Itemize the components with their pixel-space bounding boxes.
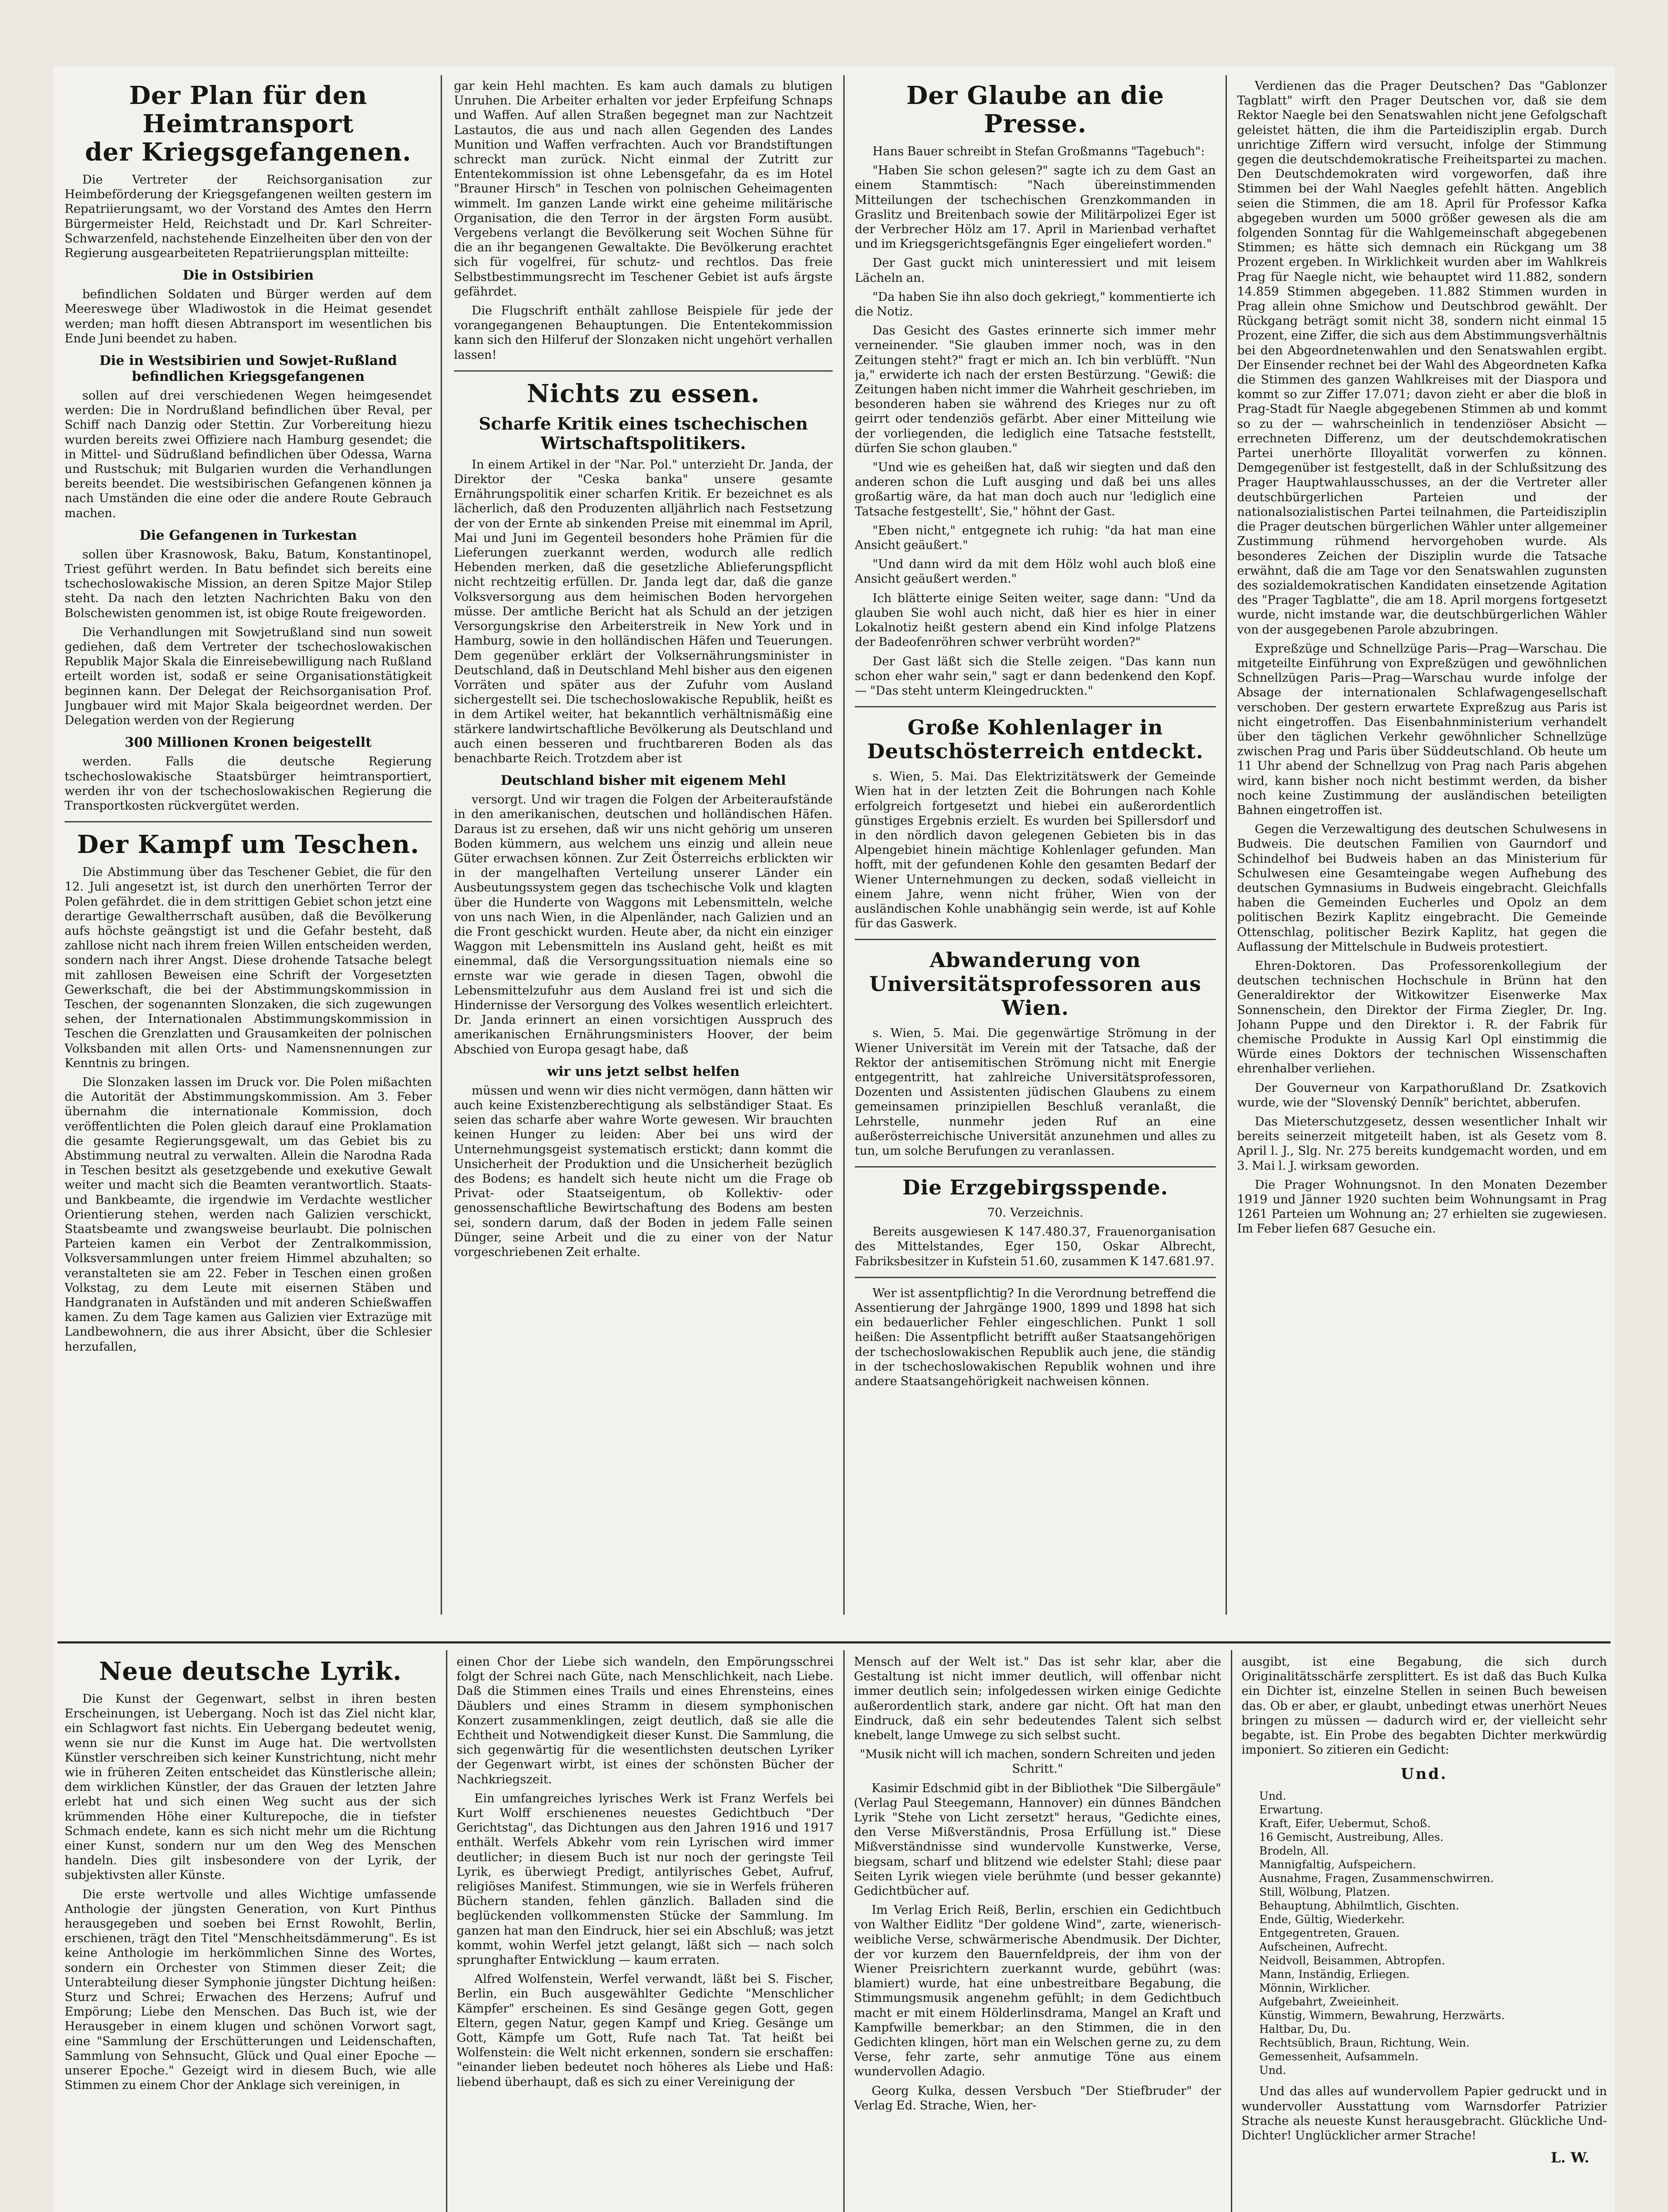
paragraph: Gegen die Verzewaltigung des deutschen Schulwesens in Budweis. Die deutschen Familien von Gaurndorf und Schindelhof bei Budweis haben an das Ministerium für Schulwesen eine Gesamteingabe wegen Aufhebung des deutschen Gymnasiums in Budweis eingebracht. Gleichfalls haben die Gemeinden Eucherles und Opolz an dem politischen Bezirk Kaplitz eingebracht. Die Gemeinde Ottenschlag, politischer Bezirk Kaplitz, hat gegen die Auflassung der Mittelschule in Budweis protestiert. (1237, 822, 1607, 954)
paragraph: Die Abstimmung über das Teschener Gebiet, die für den 12. Juli angesetzt ist, ist durch den unerhörten Terror der Polen gefährdet. die in dem strittigen Gebiet schon jetzt eine derartige Gewaltherrschaft ausüben, daß die Bevölkerung aufs höchste geängstigt ist und die Gefahr besteht, daß zahllose nicht nach ihrem freien Willen entscheiden werden, sondern nach ihrer Angst. Diese drohende Tatsache belegt mit zahllosen Beweisen eine Schrift der Vorgesetzten Gewerkschaft, die bei der Abstimmungskommission in Teschen, der sogenannten Slonzaken, die sich zugewungen sehen, der Internationalen Abstimmungskommission in Teschen die Grenzlatten und Grausamkeiten der polnischen Volksbanden mit allen Orts- und Namensnennungen zur Kenntnis zu bringen. (65, 865, 432, 1070)
quote: "Musik nicht will ich machen, sondern Schreiten und jeden Schritt." (860, 1747, 1215, 1776)
subheading: Die in Ostsibirien (182, 268, 314, 284)
paragraph: Im Verlag Erich Reiß, Berlin, erschien ein Gedichtbuch von Walther Eidlitz "Der goldene Wind", zarte, wienerisch-weibliche Verse, schwärmerische Abendmusik. Der Dichter, der vor kurzem den Bauernfeldpreis, der ihm von der Wiener Preisrichtern zuerkannt wurde, gebührt (was: blamiert) wurde, hat eine unbestreitbare Begabung, die Stimmungsmusik angenehm gefühlt; in dem Gedichtbuch macht er mit einem Hölderlinsdrama, Mangel an Kraft und Kampfwille bemerkbar; an den Stimmen, die in den Gedichten klingen, hört man ein Welschen gerne zu, zu dem Verse, fehr zarte, sehr anmutige Töne aus einem wundervollen Adagio. (854, 1903, 1221, 2079)
headline: Große Kohlenlager in Deutschösterreich entdeckt. (867, 715, 1204, 764)
poem-line: Entgegentreten, Grauen. (1259, 1927, 1400, 1940)
feuilleton-column-2 (457, 1655, 834, 2212)
paragraph: s. Wien, 5. Mai. Die gegenwärtige Strömung in der Wiener Universität im Verein mit der Tatsache, daß der Rektor der antisemitischen Strömung nicht mit Energie entgegentritt, hat zahlreiche Universitätsprofessoren, Dozenten und Assistenten jüdischen Glaubens zu einem gemeinsamen prinzipiellen Beschluß veranlaßt, die Lehrstelle, nunmehr jeden Ruf an eine außerösterreichische Universität anzunehmen und alles zu tun, um solche Berufungen zu veranlassen. (855, 1026, 1216, 1158)
subheadline: Scharfe Kritik eines tschechischen Wirtschaftspolitikers. (479, 413, 808, 453)
headline: Die Erzgebirgsspende. (902, 1175, 1168, 1200)
headline-line: der Kriegsgefangenen. (85, 138, 411, 167)
paragraph: Kasimir Edschmid gibt in der Bibliothek "Die Silbergäule" (Verlag Paul Steegemann, Hannover) ein dünnes Bändchen Lyrik "Stehe von Licht zersetzt" heraus, "Gedichte eines, den Verse Mißverständnis, Prosa Erfüllung ist." Diese Mißverständnisse sind wundervolle Kunstwerke, Verse, biegsam, scharf und blitzend wie edelster Stahl; diese paar Seiten Lyrik wiegen viele berühmte (und besser gekannte) Gedichtbücher auf. (854, 1781, 1221, 1898)
column-1 (65, 79, 432, 1636)
poem-line: Kraft, Eifer, Uebermut, Schoß. (1259, 1817, 1431, 1830)
paragraph: einen Chor der Liebe sich wandeln, den Empörungsschrei folgt der Schrei nach Güte, nach Menschlichkeit, nach Liebe. Daß die Stimmen eines Trails und eines Ehrensteins, eines Däublers und eines Stramm in diesem symphonischen Konzert zusammenklingen, zeigt deutlich, daß sie alle die Echtheit und Notwendigkeit dieser Kunst. Die Sammlung, die sich gegenwärtig für die wesentlichsten deutschen Lyriker der Gegenwart wirbt, ist eines der schönsten Bücher der Nachkriegszeit. (457, 1655, 834, 1786)
poem-line: Und. (1259, 1790, 1287, 1803)
column-rule (843, 75, 845, 1615)
paragraph: Der Gast guckt mich uninteressiert und mit leisem Lächeln an. (855, 256, 1216, 285)
column-rule (1226, 75, 1227, 1615)
poem-line: Mönnin, Wirklicher. (1259, 1982, 1371, 1995)
headline (65, 81, 432, 166)
article-divider (855, 706, 1216, 707)
author-signature: L. W. (1551, 2149, 1589, 2166)
headline: Der Kampf um Teschen. (77, 830, 419, 860)
paragraph: Ich blätterte einige Seiten weiter, sage dann: "Und da glauben Sie wohl auch nicht, daß hier es hier in einer Lokalnotiz heißt gestern abend ein Kind infolge Platzens der Badeofenröhren schwer verbrüht worden?" (855, 591, 1216, 649)
poem-line: Haltbar, Du, Du. (1259, 2023, 1351, 2036)
subheading: Die in Westsibirien und Sowjet-Rußland befindlichen Kriegsgefangenen (99, 353, 397, 385)
column-2 (454, 79, 833, 1636)
paragraph: "Da haben Sie ihn also doch gekriegt," kommentierte ich die Notiz. (855, 290, 1216, 319)
paragraph: befindlichen Soldaten und Bürger werden auf dem Meereswege über Wladiwostok in die Heimat gesendet werden; man hofft diesen Abtransport im wesentlichen bis Ende Juni beendet zu haben. (65, 288, 432, 346)
poem-line: Erwartung. (1259, 1803, 1323, 1816)
poem-line: Gemessenheit, Aufsammeln. (1259, 2050, 1419, 2063)
paragraph: "Und dann wird da mit dem Hölz wohl auch bloß eine Ansicht geäußert werden." (855, 557, 1216, 586)
subheading: Deutschland bisher mit eigenem Mehl (500, 773, 786, 789)
paragraph: sollen auf drei verschiedenen Wegen heimgesendet werden: Die in Nordrußland befindlichen über Reval, per Schiff nach Danzig oder Stettin. Zur Vorbereitung hiezu wurden bereits zwei Offiziere nach Hamburg gesendet; die in Mittel- und Südrußland befindlichen über Odessa, Warna und Rustschuk; mit Bulgarien wurden die Verhandlungen bereits beendet. Die westsibirischen Gefangenen können ja nach Umständen die eine oder die andere Route Gebrauch machen. (65, 389, 432, 520)
column-3 (855, 79, 1216, 1636)
article-divider (65, 821, 432, 822)
poem-line: Ausnahme, Fragen, Zusammenschwirren. (1259, 1872, 1494, 1885)
paragraph: Georg Kulka, dessen Versbuch "Der Stiefbruder" der Verlag Ed. Strache, Wien, her- (854, 2084, 1221, 2112)
paragraph: Die Verhandlungen mit Sowjetrußland sind nun soweit gediehen, daß dem Vertreter der tschechoslowakischen Republik Major Skala die Einreisebewilligung nach Rußland erteilt worden ist, sodaß er seine Organisationstätigkeit beginnen kann. Der Delegat der Reichsorganisation Prof. Jungbauer wird mit Major Skala beigeordnet werden. Der Delegation werden von der Regierung (65, 625, 432, 728)
paragraph: Ehren-Doktoren. Das Professorenkollegium der deutschen technischen Hochschule in Brünn hat den Generaldirektor der Witkowitzer Eisenwerke Max Sonnenschein, den Direktor der Firma Ziegler, Dr. Ing. Johann Puppe und den Direktor i. R. der Fabrik für chemische Produkte in Aussig Karl Opl einstimmig die Würde eines Doktors der technischen Wissenschaften ehrenhalber verliehen. (1237, 959, 1607, 1076)
poem-line: Brodeln, All. (1259, 1844, 1330, 1858)
paragraph: werden. Falls die deutsche Regierung tschechoslowakische Staatsbürger heimtransportiert, werden ihr von der tschechoslowakischen Regierung die Transportkosten rückvergütet werden. (65, 755, 432, 813)
poem-title: Und. (1401, 1765, 1448, 1783)
paragraph: sollen über Krasnowosk, Baku, Batum, Konstantinopel, Triest geführt werden. In Batu befindet sich bereits eine tschechoslowakische Mission, an deren Spitze Major Stilep steht. Da nach den letzten Nachrichten Baku von den Bolschewisten genommen ist, ist obige Route freigeworden. (65, 547, 432, 620)
poem-line: Aufscheinen, Aufrecht. (1259, 1940, 1388, 1954)
column-rule (843, 1650, 845, 2212)
headline: Nichts zu essen. (527, 379, 760, 408)
poem-line: 16 Gemischt, Austreibung, Alles. (1259, 1831, 1444, 1844)
poem-line: Still, Wölbung, Platzen. (1259, 1886, 1390, 1899)
feuilleton-column-3 (854, 1655, 1221, 2212)
paragraph: Hans Bauer schreibt in Stefan Großmanns "Tagebuch": (872, 145, 1205, 158)
subheading: wir uns jetzt selbst helfen (547, 1064, 740, 1079)
poem-line: Rechtsüblich, Braun, Richtung, Wein. (1259, 2036, 1470, 2050)
poem-line: Neidvoll, Beisammen, Abtropfen. (1259, 1954, 1445, 1967)
feuilleton-column-4 (1241, 1655, 1607, 2212)
paragraph: In einem Artikel in der "Nar. Pol." unterzieht Dr. Janda, der Direktor der "Ceska banka" unsere gesamte Ernährungspolitik einer scharfen Kritik. Er bezeichnet es als lächerlich, daß den Produzenten alljährlich nach Festsetzung der von der Ernte ab sinkenden Preise mit einemmal im April, Mai und Juni im Gegenteil besonders hohe Prämien für die Lieferungen zuerkannt werden, wodurch alle redlich Hebenden merken, daß die gesetzliche Ablieferungspflicht nicht rechtzeitig erfüllen. Dr. Janda legt dar, daß die ganze Volksversorgung aus dem heimischen Boden hervorgehen müsse. Der amtliche Bericht hat als Schuld an der jetzigen Versorgungskrise den Arbeiterstreik in New York und in Hamburg, sowie in den holländischen Häfen und Teuerungen. Dem gegenüber erklärt der Volksernährungsminister in Deutschland, daß in Deutschland Mehl bisher aus den eigenen Vorräten und später aus der Zufuhr vom Ausland sichergestellt sei. Die tschechoslowakische Republik, heißt es in dem Artikel weiter, hat bekanntlich verhältnismäßig eine stärkere landwirtschaftliche Bevölkerung als Deutschland und auch einen besseren und fruchtbareren Boden als das benachbarte Reich. Trotzdem aber ist (454, 457, 833, 765)
poem-line: Mannigfaltig, Aufspeichern. (1259, 1858, 1416, 1871)
paragraph: Expreßzüge und Schnellzüge Paris—Prag—Warschau. Die mitgeteilte Einführung von Expreßzügen und gewöhnlichen Schnellzügen Paris—Prag—Warschau wurde infolge der Absage der internationalen Schlafwagengesellschaft verschoben. Der gestern erwartete Expreßzug aus Paris ist nicht eingetroffen. Das Eisenbahnministerium verhandelt über den täglichen Verkehr gewöhnlicher Schnellzüge zwischen Prag und Paris über Süddeutschland. Ob heute um 11 Uhr abend der Schnellzug von Prag nach Paris abgehen wird, kann bisher noch nicht bestimmt werden, da bisher noch keine Zustimmung der ausländischen beteiligten Bahnen eingetroffen ist. (1237, 641, 1607, 817)
paragraph: "Haben Sie schon gelesen?" sagte ich zu dem Gast an einem Stammtisch: "Nach übereinstimmenden Mitteilungen der tschechischen Grenzkommanden in Graslitz und Breitenbach sowie der Militärpolizei Eger ist der Verbrecher Hölz am 17. April in Marienbad verhaftet und im Kriegsgerichtsgefängnis Eger eingeliefert worden." (855, 164, 1216, 251)
paragraph: Verdienen das die Prager Deutschen? Das "Gablonzer Tagblatt" wirft den Prager Deutschen vor, daß sie dem Rektor Naegle bei den Senatswahlen nicht jene Gefolgschaft geleistet hätten, die ihm die Parteidisziplin ergab. Durch unrichtige Ziffern wird versucht, infolge der Stimmung gegen die deutschdemokratische Freiheitspartei zu machen. Den Deutschdemokraten wird vorgeworfen, daß ihre Stimmen bei der Wahl Naegles gefehlt hätten. Angeblich seien die Stimmen, die am 18. April für Professor Kafka abgegeben wurden um 5000 größer gewesen als die am folgenden Sonntag für die Wahlgemeinschaft abgegebenen Stimmen; es hätte sich demnach ein Rückgang um 38 Prozent ergeben. In Wirklichkeit wurden aber im Wahlkreis Prag für Naegle nicht, wie behauptet wird 11.882, sondern 14.859 Stimmen abgegeben. 11.882 Stimmen wurden in Prag allein ohne Smichow und Deutschbrod gewählt. Der Rückgang beträgt somit nicht 38, sondern nicht einmal 15 Prozent, eine Ziffer, die sich aus dem Abstimmungsverhältnis bei den Abgeordnetenwahlen und den Senatswahlen ergibt. Der Einsender rechnet bei der Wahl des Abgeordneten Kafka die Stimmen des ganzen Wahlkreises mit der Diaspora und kommt so zur Ziffer 17.071; davon zieht er aber die bloß in Prag-Stadt für Naegle abgegebenen Stimmen ab und kommt so zu der — wahrscheinlich in tendenziöser Absicht — errechneten Differenz, um der deutschdemokratischen Partei unerhörte Illoyalität vorwerfen zu können. Demgegenüber ist festgestellt, daß in der Schlußsitzung des Prager Hauptwahlausschusses, an der die Vertreter aller deutschbürgerlichen Parteien und der nationalsozialistischen Partei teilnahmen, die Parteidisziplin die Prager deutschen bürgerlichen Wähler unter allgemeiner Zustimmung rühmend hervorgehoben wurde. Als besonderes Zeichen der Disziplin wurde die Tatsache erwähnt, daß die am Tage vor den Senatswahlen zugunsten des sozialdemokratischen Kandidaten einsetzende Agitation des "Prager Tagblatte", die am 18. April morgens fortgesetzt wurde, nicht imstande war, die deutschbürgerlichen Wähler von der ausgegebenen Parole abzubringen. (1237, 79, 1607, 637)
paragraph: Alfred Wolfenstein, Werfel verwandt, läßt bei S. Fischer, Berlin, ein Buch ausgewählter Gedichte "Menschlicher Kämpfer" erscheinen. Es sind Gesänge gegen Gott, gegen Eltern, gegen Natur, gegen Kampf und Krieg. Gesänge um Gott, Kämpfe um Gott, Rufe nach Tat. Tat heißt bei Wolfenstein: die Welt nicht erkennen, sondern sie erschaffen: "einander lieben bedeutet noch höheres als Liebe und Haß: liebend überhaupt, daß es sich zu einer Vereinigung der (457, 1972, 834, 2089)
column-rule (446, 1650, 447, 2212)
paragraph: Wer ist assentpflichtig? In die Verordnung betreffend die Assentierung der Jahrgänge 1900, 1899 und 1898 hat sich ein bedauerlicher Fehler eingeschlichen. Punkt 1 soll heißen: Die Assentpflicht betrifft außer Staatsangehörigen der tschechoslowakischen Republik auch jene, die ständig in der tschechoslowakischen Republik wohnen und ihre andere Staatsangehörigkeit nachweisen können. (855, 1286, 1216, 1388)
paragraph: Mensch auf der Welt ist." Das ist sehr klar, aber die Gestaltung ist nicht immer deutlich, will offenbar nicht immer deutlich sein; infolgedessen wirken einige Gedichte außerordentlich stark, andere gar nicht. Oft hat man den Eindruck, daß ein sehr bedeutendes Talent sich selbst knebelt, lange Umwege zu sich selbst sucht. (854, 1655, 1221, 1743)
paragraph: Ein umfangreiches lyrisches Werk ist Franz Werfels bei Kurt Wolff erschienenes neuestes Gedichtbuch "Der Gerichtstag", das Dichtungen aus den Jahren 1916 und 1917 enthält. Werfels Abkehr vom rein Lyrischen wird immer deutlicher; in diesem Buch ist nur noch der geringste Teil Lyrik, es überwiegt Predigt, antilyrisches Gebet, Aufruf, religiöses Manifest. Stimmungen, wie sie in Werfels früheren Büchern standen, fehlen gänzlich. Balladen sind die beglückenden vollkommensten Stücke der Sammlung. Im ganzen hat man den Eindruck, hier sei ein Abschluß; was jetzt kommt, wohin Werfel jetzt gelangt, läßt sich — nach solch sprunghafter Entwicklung — kaum erraten. (457, 1791, 834, 1967)
paragraph: ausgibt, ist eine Begabung, die sich durch Originalitätsschärfe zersplittert. Es ist daß das Buch Kulka ein Dichter ist, einzelne Stellen in seinen Buch beweisen das. Ob er aber, er glaubt, unbedingt etwas unerhört Neues bringen zu müssen — dadurch wird er, der vielleicht sehr begabte, ist. Ein Probe des begabten Dichter merkwürdig imponiert. So zitieren ein Gedicht: (1241, 1655, 1607, 1757)
headline: Der Glaube an die Presse. (906, 81, 1165, 138)
paragraph: "Eben nicht," entgegnete ich ruhig: "da hat man eine Ansicht geäußert." (855, 523, 1216, 553)
newspaper-page (53, 66, 1615, 2212)
paragraph: Die Flugschrift enthält zahllose Beispiele für jede der vorangegangenen Behauptungen. Die Ententekommission kann sich den Hilferuf der Slonzaken nicht ungehört verhallen lassen! (454, 304, 833, 362)
paragraph: Und das alles auf wundervollem Papier gedruckt und in wundervoller Ausstattung vom Warnsdorfer Patrizier Strache als neueste Kunst herausgebracht. Glückliche Und-Dichter! Unglücklicher armer Strache! (1241, 2085, 1607, 2143)
poem (1241, 1789, 1607, 2077)
headline: Neue deutsche Lyrik. (99, 1657, 402, 1686)
paragraph: versorgt. Und wir tragen die Folgen der Arbeiteraufstände in den amerikanischen, deutschen und holländischen Häfen. Daraus ist zu ersehen, daß wir uns nicht gehörig um unseren Boden kümmern, aus welchem uns einzig und allein neue Güter erwachsen können. Zur Zeit Österreichs erblickten wir in der mangelhaften Verteilung unserer Länder ein Ausbeutungssystem gegen das tschechische Volk und klagten über die Hunderte von Waggons mit Lebensmitteln, welche von uns nach Wien, in die Alpenländer, nach Galizien und an die Front geschickt wurden. Heute aber, da nicht ein einziger Waggon mit Lebensmitteln ins Ausland geht, heißt es mit einemmal, daß die Versorgungssituation niemals eine so ernste war wie gerade in diesen Tagen, obwohl die Lebensmittelzufuhr aus dem Ausland frei ist und sich die Hindernisse der Versorgung des Volkes wesentlich erleichtert. Dr. Janda erinnert an einen vorsichtigen Ausspruch des amerikanischen Ernährungsministers Hoover, der beim Abschied von Europa gesagt habe, daß (454, 793, 833, 1056)
paragraph: Die Slonzaken lassen im Druck vor. Die Polen mißachten die Autorität der Abstimmungskommission. Am 3. Feber übernahm die internationale Kommission, doch veröffentlichten die Polen gleich darauf eine Proklamation die gesamte Regierungsgewalt, um das Gebiet bis zu Abstimmung neutral zu verwalten. Allein die Narodna Rada in Teschen besitzt als gesetzgebende und exekutive Gewalt weiter und macht sich die Beamten verantwortlich. Staats- und Bankbeamte, die irgendwie im Verdachte westlicher Orientierung stehen, werden nach Galizien verschickt, Staatsbeamte und zwangsweise beurlaubt. Die polnischen Parteien kamen ein Verbot der Zentralkommission, Volksversammlungen unter freiem Himmel abzuhalten; so veranstalteten sie am 22. Feber in Teschen einen großen Volkstag, zu dem Leute mit eisernen Stäben und Handgranaten in Aufständen und mit anderen Schießwaffen kamen. Zu dem Tage kamen aus Galizien vier Extrazüge mit Landbewohnern, die aus ihrer Absicht, über die Schlesier herzufallen, (65, 1075, 432, 1354)
paragraph: s. Wien, 5. Mai. Das Elektrizitätswerk der Gemeinde Wien hat in der letzten Zeit die Bohrungen nach Kohle erfolgreich fortgesetzt und hiebei ein außerordentlich günstiges Ergebnis erzielt. Es wurden bei Spillersdorf und in den nördlich davon gelegenen Gebieten bis in das Alpengebiet hinein mächtige Kohlenlager gefunden. Man hofft, mit der gefundenen Kohle den gesamten Bedarf der Wiener Unternehmungen zu decken, sodaß vielleicht in einem Jahre, wenn nicht früher, Wien von der ausländischen Kohle unabhängig sein werde, ist auf Kohle für das Gaswerk. (855, 770, 1216, 931)
column-rule (441, 75, 442, 1615)
paragraph: Das Mieterschutzgesetz, dessen wesentlicher Inhalt wir bereits seinerzeit mitgeteilt haben, ist als Gesetz vom 8. April l. J., Slg. Nr. 275 bereits kundgemacht worden, und em 3. Mai l. J. wirksam geworden. (1237, 1115, 1607, 1173)
paragraph: gar kein Hehl machten. Es kam auch damals zu blutigen Unruhen. Die Arbeiter erhalten vor jeder Erpfeifung Schnaps und Waffen. Auf allen Straßen begegnet man zur Nachtzeit Lastautos, die aus und nach allen Gegenden des Landes Munition und Waffen verfrachten. Auch vor Brandstiftungen schreckt man zurück. Nicht einmal der Zutritt zur Ententekommission ist ohne Lebensgefahr, da es im Hotel "Brauner Hirsch" in Teschen von polnischen Geheimagenten wimmelt. Im ganzen Lande wirkt eine geheime militärische Organisation, die den Terror in der ärgsten Form ausübt. Vergebens verlangt die Bevölkerung seit Wochen Sühne für die an ihr begangenen Gewaltakte. Die Bevölkerung erachtet sich für vogelfrei, für schutz- und rechtlos. Das freie Selbstbestimmungsrecht im Teschener Gebiet ist aufs ärgste gefährdet. (454, 79, 833, 299)
paragraph: Die Prager Wohnungsnot. In den Monaten Dezember 1919 und Jänner 1920 suchten beim Wohnungsamt in Prag 1261 Parteien um Wohnung an; 27 erhielten sie zugewiesen. Im Feber liefen 687 Gesuche ein. (1237, 1178, 1607, 1236)
paragraph: müssen und wenn wir dies nicht vermögen, dann hätten wir auch keine Existenzberechtigung als selbständiger Staat. Es seien das scharfe aber wahre Worte gewesen. Wir brauchten keinen Hunger zu leiden: Aber bei uns wird der Unternehmungsgeist systematisch erstickt; dann kommt die Unsicherheit der Produktion und die Unsicherheit bezüglich des Bodens; es handelt sich heute nicht um die Frage ob Privat- oder Staatseigentum, ob Kollektiv- oder genossenschaftliche Bewirtschaftung des Bodens am besten sei, sondern darum, daß der Boden in jedem Falle seinen Dünger, seine Arbeit und die zu einer von der Natur vorgeschriebenen Zeit erhalte. (454, 1083, 833, 1260)
subheading: Die Gefangenen in Turkestan (139, 527, 357, 543)
poem-line: Behauptung, Abhilmtlich, Gischten. (1259, 1899, 1460, 1912)
article-divider (855, 1166, 1216, 1167)
paragraph: Die Vertreter der Reichsorganisation zur Heimbeförderung der Kriegsgefangenen weilten gestern im Repatriierungsamt, wo der Vorstand des Amtes den Herrn Bürgermeister Held, Reichstadt und Dr. Karl Schreiter-Schwarzenfeld, nachstehende Einzelheiten über den von der Regierung ausgearbeiteten Repatriierungsplan mitteilte: (65, 173, 432, 261)
article-divider (855, 1277, 1216, 1278)
poem-line: Aufgebahrt, Zweieinheit. (1259, 1995, 1399, 2008)
subheading: 300 Millionen Kronen beigestellt (124, 735, 372, 751)
poem-line: Mann, Inständig, Erliegen. (1259, 1968, 1410, 1981)
feuilleton-column-1 (65, 1655, 436, 2212)
paragraph: Das Gesicht des Gastes erinnerte sich immer mehr verneinender. "Sie glauben immer noch, was in den Zeitungen steht?" fragt er mich an. Ich bin verblüfft. "Nun ja," erwiderte ich nach der ersten Bestürzung. "Gewiß: die Zeitungen haben nicht immer die Wahrheit geschrieben, im besonderen haben sie während des Krieges nur zu oft geirrt oder tendenziös gefärbt. Aber einer Mitteilung wie der vorliegenden, die lediglich eine Tatsache feststellt, dürfen Sie schon glauben." (855, 324, 1216, 455)
headline: Abwanderung von Universitätsprofessoren aus Wien. (869, 948, 1202, 1020)
paragraph: Der Gast läßt sich die Stelle zeigen. "Das kann nun schon eher wahr sein," sagt er dann bedenkend den Kopf. — "Das steht unterm Kleingedruckten." (855, 654, 1216, 698)
article-divider (454, 370, 833, 372)
headline-line: Der Plan für den Heimtransport (129, 81, 368, 138)
paragraph: Der Gouverneur von Karpathorußland Dr. Zsatkovich wurde, wie der "Slovenský Denník" berichtet, abberufen. (1237, 1081, 1607, 1110)
poem-line: Ende, Gültig, Wiederkehr. (1259, 1913, 1405, 1926)
paragraph: Bereits ausgewiesen K 147.480.37, Frauenorganisation des Mittelstandes, Eger 150, Oskar Albrecht, Fabriksbesitzer in Kufstein 51.60, zusammen K 147.681.97. (855, 1225, 1216, 1268)
paragraph: "Und wie es geheißen hat, daß wir siegten und daß den anderen schon die Luft ausging und daß bei uns alles großartig wäre, da hat man doch auch nur 'lediglich eine Tatsache festgestellt', Sie," höhnt der Gast. (855, 461, 1216, 518)
column-4 (1237, 79, 1607, 1636)
article-divider (855, 939, 1216, 940)
paragraph: Die erste wertvolle und alles Wichtige umfassende Anthologie der jüngsten Generation, von Kurt Pinthus herausgegeben und soeben bei Ernst Rowohlt, Berlin, erschienen, trägt den Titel "Menschheitsdämmerung". Es ist keine Anthologie im herkömmlichen Sinne des Wortes, sondern ein Orchester von Stimmen dieser Zeit; die Unterabteilung dieser Symphonie jüngster Dichtung heißen: Sturz und Schrei; Erwachen des Herzens; Aufruf und Empörung; Liebe den Menschen. Das Buch ist, wie der Herausgeber in einem klugen und schönen Vorwort sagt, eine "Sammlung der Erschütterungen und Leidenschaften, Sammlung von Sehnsucht, Glück und Qual einer Epoche — unserer Epoche." Gezeigt wird in diesem Buch, wie alle Stimmen zu einem Chor der Anklage sich vereinigen, in (65, 1887, 436, 2093)
paragraph: Die Kunst der Gegenwart, selbst in ihren besten Erscheinungen, ist Uebergang. Noch ist das Ziel nicht klar, ein Schlagwort fast nichts. Ein Uebergang bedeutet wenig, wenn sie nur die Kunst im Auge hat. Die wertvollsten Künstler verschreiben sich keiner Kunstrichtung, nicht mehr wie in früheren Zeiten entscheidet das Künstlerische allein; dem wirklichen Künstler, der das Grauen der letzten Jahre erlebt hat und sich einen Weg sucht aus der sich krümmenden Höhe einer Kulturepoche, die in tiefster Schmach endete, kann es sich nicht mehr um die Richtung einer Kunst, sondern nur um den Weg des Menschen handeln. Dies gilt insbesondere von der Lyrik, der subjektivsten aller Künste. (65, 1692, 436, 1882)
poem-line: Künstig, Wimmern, Bewahrung, Herzwärts. (1259, 2009, 1505, 2022)
poem-line: Und. (1259, 2064, 1287, 2077)
section-divider (58, 1641, 1610, 1644)
column-rule (1231, 1650, 1232, 2212)
subheading: 70. Verzeichnis. (987, 1206, 1084, 1220)
